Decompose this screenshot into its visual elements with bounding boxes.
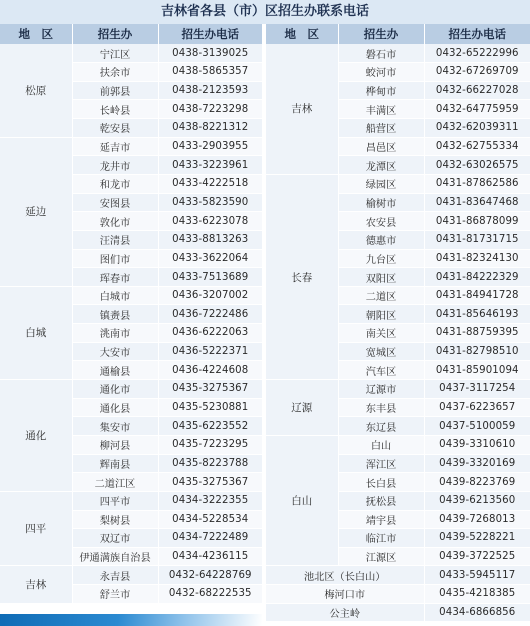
office-name: 通榆县	[72, 361, 158, 380]
table-row	[0, 286, 262, 305]
office-name: 柳河县	[72, 435, 158, 454]
office-name: 白城市	[72, 286, 158, 305]
office-name: 扶余市	[72, 63, 158, 82]
office-phone: 0435-3275367	[158, 473, 262, 492]
table-row	[0, 491, 262, 510]
office-phone: 0434-3222355	[158, 491, 262, 510]
office-phone: 0431-82324130	[424, 249, 530, 268]
office-name: 长岭县	[72, 100, 158, 119]
office-header: 招生办	[338, 24, 424, 44]
office-phone: 0433-4222518	[158, 174, 262, 193]
office-phone: 0433-2903955	[158, 137, 262, 156]
office-phone: 0431-81731715	[424, 230, 530, 249]
office-name: 乾安县	[72, 119, 158, 138]
office-phone: 0434-5228534	[158, 510, 262, 529]
office-phone: 0436-5222371	[158, 342, 262, 361]
table-row	[0, 137, 262, 156]
table-row	[266, 174, 530, 193]
office-name: 汽车区	[338, 361, 424, 380]
office-phone: 0433-5823590	[158, 193, 262, 212]
office-name: 公主岭	[266, 603, 424, 622]
office-name: 丰满区	[338, 100, 424, 119]
table-row	[266, 435, 530, 454]
office-phone: 0433-8813263	[158, 230, 262, 249]
office-phone: 0435-5230881	[158, 398, 262, 417]
table-row	[266, 585, 530, 604]
table-row	[266, 566, 530, 585]
office-name: 双阳区	[338, 268, 424, 287]
office-name: 浑江区	[338, 454, 424, 473]
region-cell: 吉林	[0, 566, 72, 603]
office-name: 榆树市	[338, 193, 424, 212]
office-phone: 0438-8221312	[158, 119, 262, 138]
office-name: 靖宇县	[338, 510, 424, 529]
region-header: 地 区	[266, 24, 338, 44]
office-name: 辉南县	[72, 454, 158, 473]
office-name: 洮南市	[72, 324, 158, 343]
office-name: 前郭县	[72, 81, 158, 100]
office-phone: 0437-3117254	[424, 380, 530, 399]
office-name: 通化县	[72, 398, 158, 417]
region-header: 地 区	[0, 24, 72, 44]
office-phone: 0432-62039311	[424, 119, 530, 138]
office-phone: 0433-6223078	[158, 212, 262, 231]
office-name: 梅河口市	[266, 585, 424, 604]
office-name: 集安市	[72, 417, 158, 436]
office-phone: 0435-4218385	[424, 585, 530, 604]
region-cell: 通化	[0, 380, 72, 492]
office-name: 梨树县	[72, 510, 158, 529]
right-contact-table	[266, 24, 530, 622]
office-phone: 0431-85646193	[424, 305, 530, 324]
office-phone: 0433-5945117	[424, 566, 530, 585]
office-phone: 0431-88759395	[424, 324, 530, 343]
region-cell: 松原	[0, 44, 72, 137]
office-name: 德惠市	[338, 230, 424, 249]
office-phone: 0432-67269709	[424, 63, 530, 82]
office-phone: 0439-3310610	[424, 435, 530, 454]
office-name: 临江市	[338, 529, 424, 548]
region-cell: 四平	[0, 491, 72, 566]
office-phone: 0436-3207002	[158, 286, 262, 305]
table-row	[0, 44, 262, 63]
office-phone: 0431-84941728	[424, 286, 530, 305]
office-phone: 0437-6223657	[424, 398, 530, 417]
office-name: 大安市	[72, 342, 158, 361]
office-phone: 0437-5100059	[424, 417, 530, 436]
left-contact-table	[0, 24, 262, 604]
office-phone: 0435-6223552	[158, 417, 262, 436]
office-name: 永吉县	[72, 566, 158, 585]
office-name: 四平市	[72, 491, 158, 510]
office-name: 南关区	[338, 324, 424, 343]
office-phone: 0438-7223298	[158, 100, 262, 119]
phone-header: 招生办电话	[424, 24, 530, 44]
office-name: 朝阳区	[338, 305, 424, 324]
office-name: 敦化市	[72, 212, 158, 231]
office-name: 双辽市	[72, 529, 158, 548]
office-phone: 0433-3223961	[158, 156, 262, 175]
table-row	[0, 380, 262, 399]
office-name: 延吉市	[72, 137, 158, 156]
office-phone: 0433-7513689	[158, 268, 262, 287]
office-name: 龙潭区	[338, 156, 424, 175]
office-name: 安图县	[72, 193, 158, 212]
office-name: 和龙市	[72, 174, 158, 193]
office-phone: 0432-68222535	[158, 585, 262, 604]
office-name: 东辽县	[338, 417, 424, 436]
office-name: 珲春市	[72, 268, 158, 287]
office-name: 汪清县	[72, 230, 158, 249]
office-name: 白山	[338, 435, 424, 454]
office-phone: 0432-62755334	[424, 137, 530, 156]
office-name: 图们市	[72, 249, 158, 268]
office-phone: 0438-3139025	[158, 44, 262, 63]
table-row	[266, 603, 530, 622]
office-name: 池北区（长白山）	[266, 566, 424, 585]
office-name: 镇赉县	[72, 305, 158, 324]
decorative-bottom-band	[0, 614, 262, 626]
office-name: 抚松县	[338, 491, 424, 510]
office-name: 船营区	[338, 119, 424, 138]
office-phone: 0432-65222996	[424, 44, 530, 63]
office-name: 宽城区	[338, 342, 424, 361]
office-name: 二道江区	[72, 473, 158, 492]
office-phone: 0439-7268013	[424, 510, 530, 529]
office-phone: 0439-6213560	[424, 491, 530, 510]
table-row	[266, 380, 530, 399]
office-name: 江源区	[338, 547, 424, 566]
region-cell: 辽源	[266, 380, 338, 436]
office-phone: 0436-4224608	[158, 361, 262, 380]
office-header: 招生办	[72, 24, 158, 44]
office-phone: 0438-2123593	[158, 81, 262, 100]
office-phone: 0433-3622064	[158, 249, 262, 268]
office-phone: 0431-83647468	[424, 193, 530, 212]
office-phone: 0431-85901094	[424, 361, 530, 380]
office-phone: 0436-7222486	[158, 305, 262, 324]
office-phone: 0432-63026575	[424, 156, 530, 175]
office-name: 农安县	[338, 212, 424, 231]
office-phone: 0431-86878099	[424, 212, 530, 231]
office-name: 舒兰市	[72, 585, 158, 604]
office-phone: 0431-87862586	[424, 174, 530, 193]
region-cell: 白城	[0, 286, 72, 379]
office-name: 蛟河市	[338, 63, 424, 82]
office-phone: 0439-8223769	[424, 473, 530, 492]
office-name: 磐石市	[338, 44, 424, 63]
office-phone: 0434-4236115	[158, 547, 262, 566]
office-phone: 0435-7223295	[158, 435, 262, 454]
office-phone: 0439-3320169	[424, 454, 530, 473]
region-cell: 延边	[0, 137, 72, 286]
office-phone: 0432-66227028	[424, 81, 530, 100]
region-cell: 白山	[266, 435, 338, 565]
office-phone: 0434-7222489	[158, 529, 262, 548]
office-name: 昌邑区	[338, 137, 424, 156]
office-name: 二道区	[338, 286, 424, 305]
office-name: 长白县	[338, 473, 424, 492]
region-cell: 吉林	[266, 44, 338, 174]
page-title: 吉林省各县（市）区招生办联系电话	[0, 0, 530, 24]
office-name: 通化市	[72, 380, 158, 399]
office-phone: 0431-82798510	[424, 342, 530, 361]
office-phone: 0436-6222063	[158, 324, 262, 343]
office-phone: 0438-5865357	[158, 63, 262, 82]
office-name: 宁江区	[72, 44, 158, 63]
office-phone: 0435-3275367	[158, 380, 262, 399]
office-name: 桦甸市	[338, 81, 424, 100]
office-name: 辽源市	[338, 380, 424, 399]
region-cell: 长春	[266, 174, 338, 379]
office-name: 龙井市	[72, 156, 158, 175]
office-phone: 0439-3722525	[424, 547, 530, 566]
office-phone: 0439-5228221	[424, 529, 530, 548]
office-name: 九台区	[338, 249, 424, 268]
office-phone: 0432-64228769	[158, 566, 262, 585]
table-row	[266, 44, 530, 63]
office-phone: 0432-64775959	[424, 100, 530, 119]
office-name: 伊通满族自治县	[72, 547, 158, 566]
office-phone: 0435-8223788	[158, 454, 262, 473]
office-phone: 0434-6866856	[424, 603, 530, 622]
office-phone: 0431-84222329	[424, 268, 530, 287]
office-name: 绿园区	[338, 174, 424, 193]
table-row	[0, 566, 262, 585]
phone-header: 招生办电话	[158, 24, 262, 44]
office-name: 东丰县	[338, 398, 424, 417]
